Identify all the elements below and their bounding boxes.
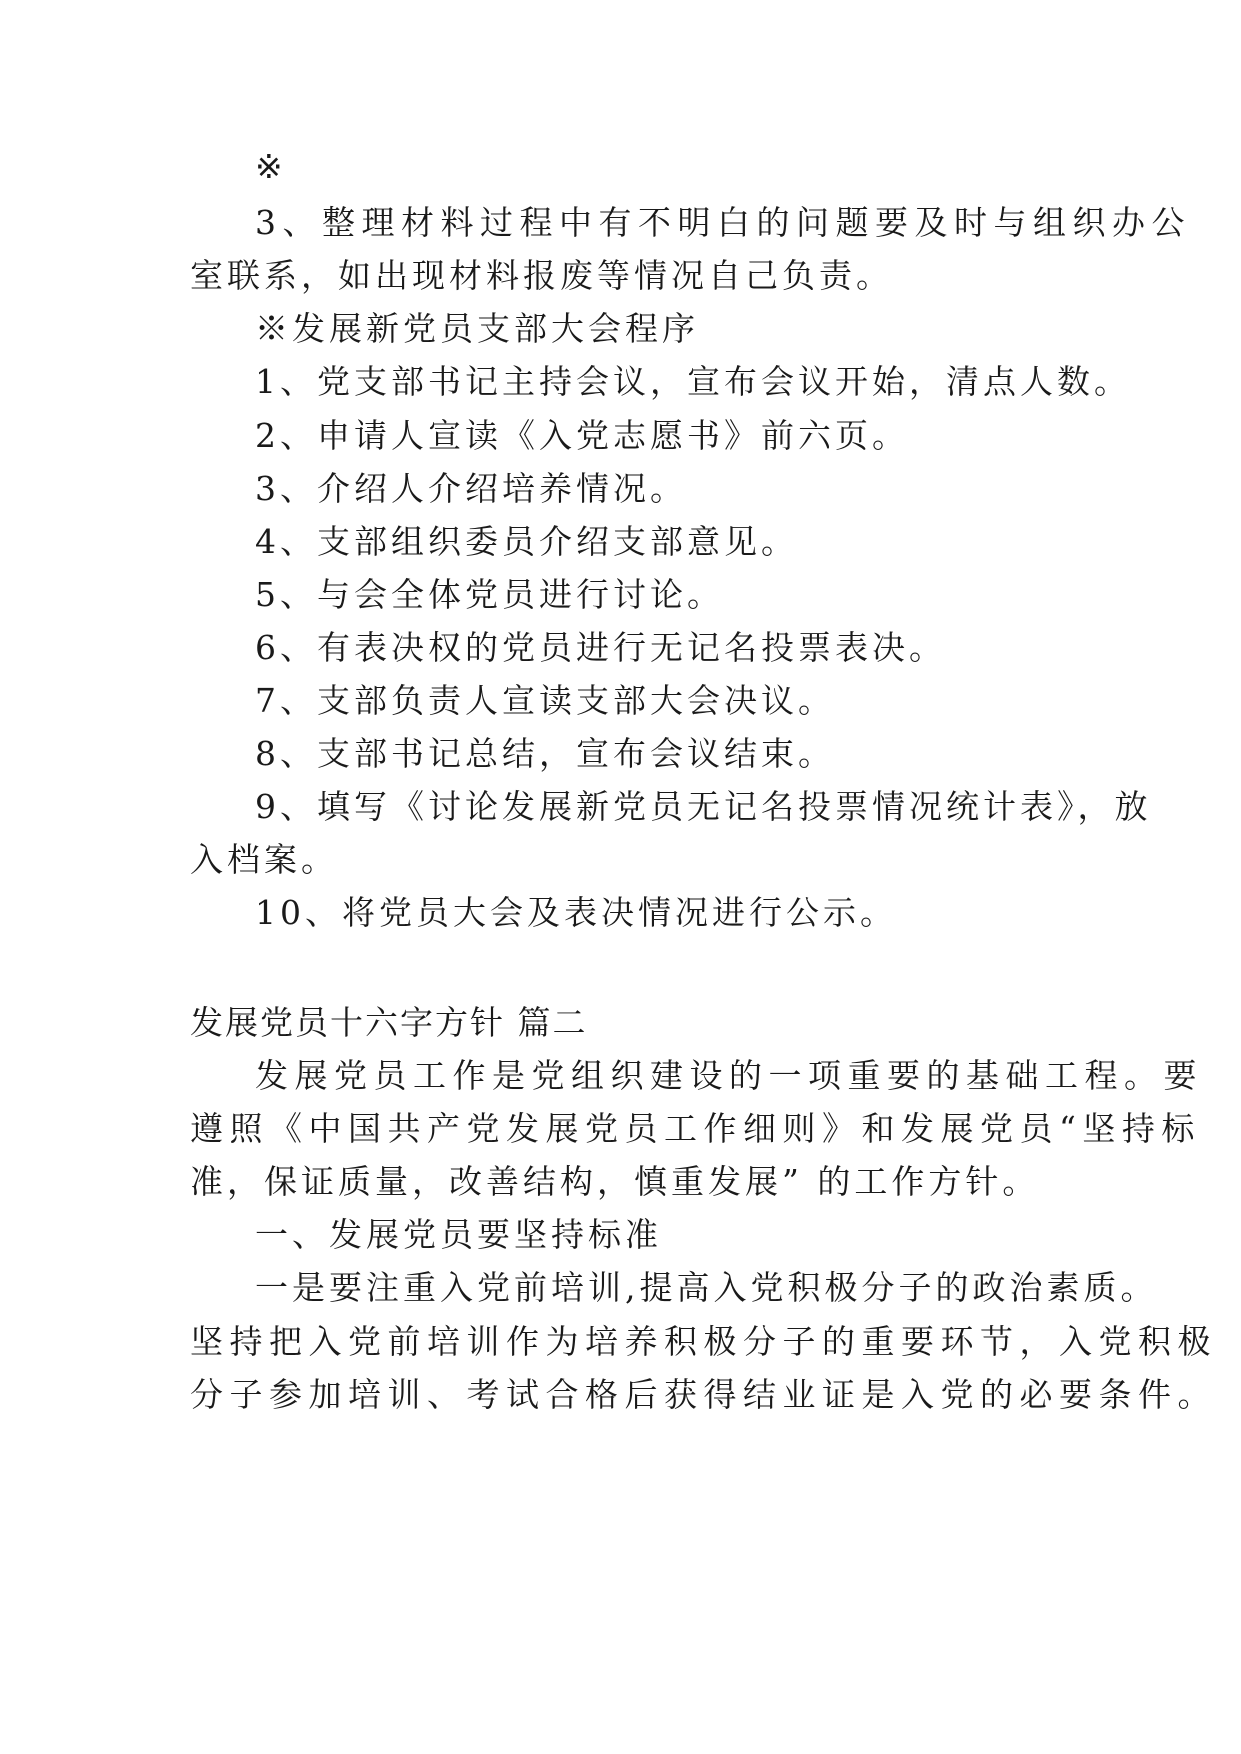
- section-heading: ※发展新党员支部大会程序: [255, 309, 699, 348]
- list-item: 2、申请人宣读《入党志愿书》前六页。: [255, 416, 909, 455]
- paragraph-line: 发展党员工作是党组织建设的一项重要的基础工程。要: [255, 1056, 1203, 1095]
- article-heading: 发展党员十六字方针 篇二: [190, 1003, 588, 1042]
- paragraph-line: 遵照《中国共产党发展党员工作细则》和发展党员“坚持标: [190, 1109, 1201, 1148]
- list-item: 1、党支部书记主持会议，宣布会议开始，清点人数。: [255, 362, 1131, 401]
- list-item-continuation: 入档案。: [190, 840, 338, 879]
- paragraph-line: 3、整理材料过程中有不明白的问题要及时与组织办公: [255, 203, 1191, 242]
- list-item: 6、有表决权的党员进行无记名投票表决。: [255, 628, 946, 667]
- section-heading: 一、发展党员要坚持标准: [255, 1215, 662, 1254]
- reference-mark: ※: [255, 147, 287, 186]
- list-item: 9、填写《讨论发展新党员无记名投票情况统计表》，放: [255, 787, 1152, 826]
- paragraph-line: 室联系，如出现材料报废等情况自己负责。: [190, 256, 893, 295]
- list-item: 3、介绍人介绍培养情况。: [255, 469, 687, 508]
- list-item: 8、支部书记总结，宣布会议结束。: [255, 734, 835, 773]
- paragraph-line: 准，保证质量，改善结构，慎重发展” 的工作方针。: [190, 1162, 1040, 1201]
- paragraph-line: 一是要注重入党前培训,提高入党积极分子的政治素质。: [255, 1268, 1158, 1307]
- list-item: 4、支部组织委员介绍支部意见。: [255, 522, 798, 561]
- paragraph-line: 分子参加培训、考试合格后获得结业证是入党的必要条件。: [190, 1375, 1217, 1414]
- list-item: 10、将党员大会及表决情况进行公示。: [255, 893, 897, 932]
- paragraph-line: 坚持把入党前培训作为培养积极分子的重要环节，入党积极: [190, 1322, 1217, 1361]
- list-item: 7、支部负责人宣读支部大会决议。: [255, 681, 835, 720]
- list-item: 5、与会全体党员进行讨论。: [255, 575, 724, 614]
